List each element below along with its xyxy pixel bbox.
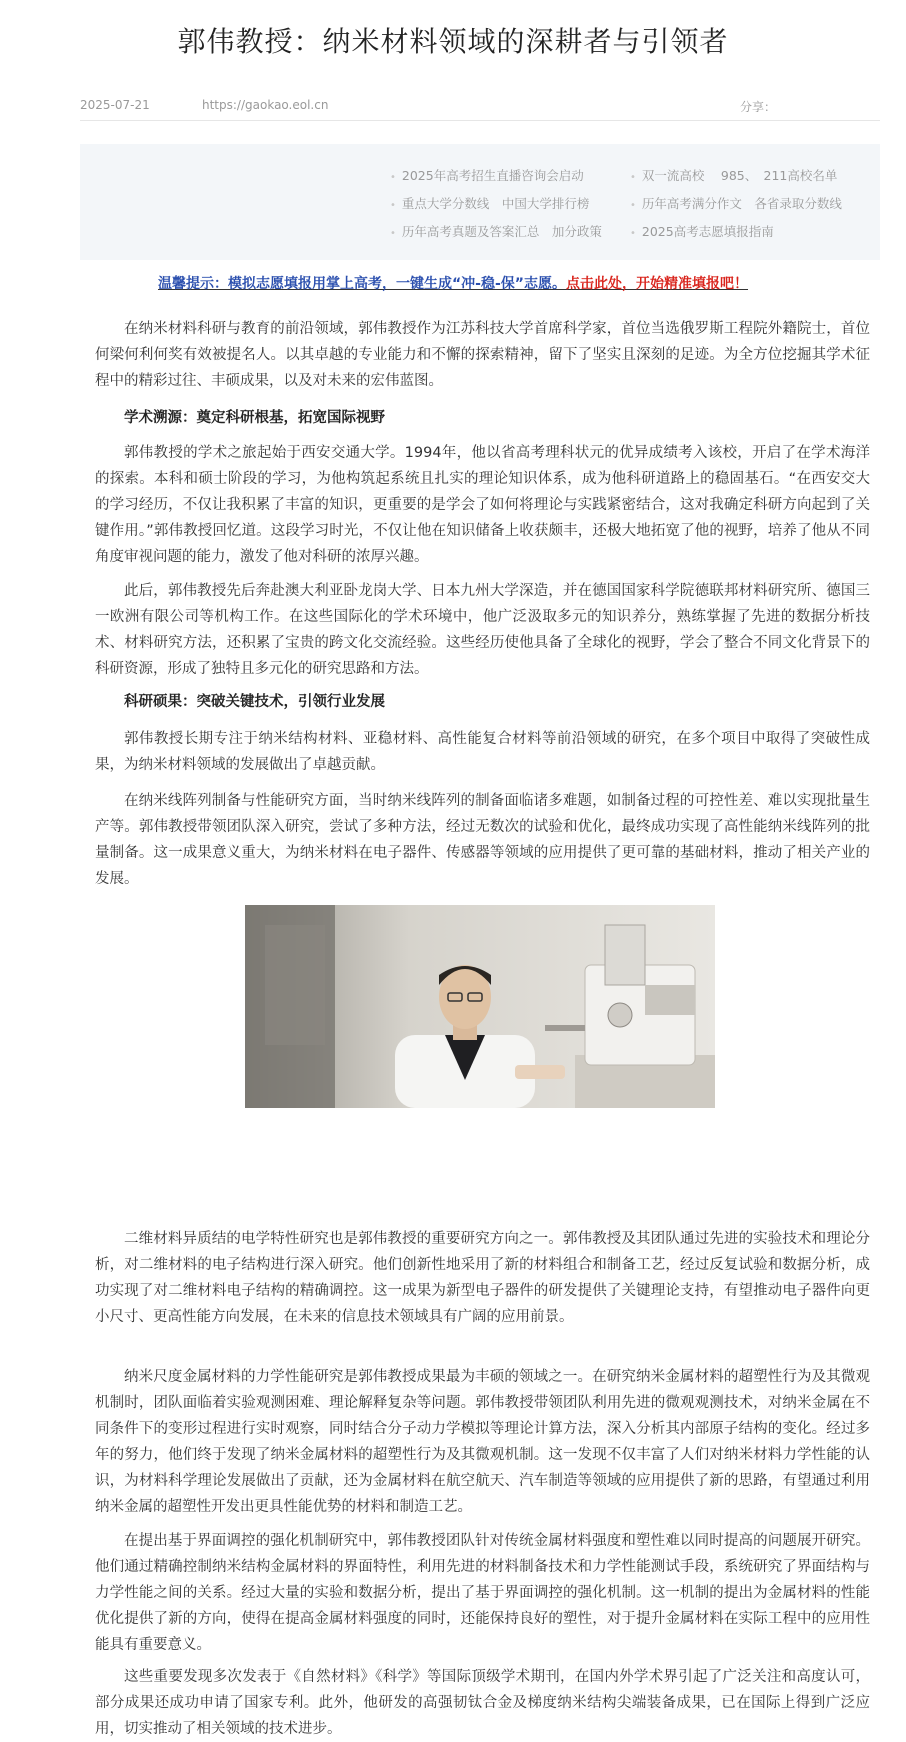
paragraph-publications: 这些重要发现多次发表于《自然材料》《科学》等国际顶级学术期刊，在国内外学术界引起了广泛关注和高度认可，部分成果还成功申请了国家专利。此外，他研发的高强韧钛合金及梯度纳米结构尖端装备成果，已在国际上得到广泛应用，切实推动了相关领域的技术进步。 <box>95 1669 870 1737</box>
publish-date: 2025-07-21 <box>80 98 150 112</box>
quick-link-application-guide[interactable]: • 2025高考志愿填报指南 <box>630 222 774 240</box>
paragraph-nano-metals: 纳米尺度金属材料的力学性能研究是郭伟教授成果最为丰硕的领域之一。在研究纳米金属材料的超塑性行为及其微观机制时，团队面临着实验观测困难、理论解释复杂等问题。郭伟教授带领团队利用先进的微观观测技术，对纳米金属在不同条件下的变形过程进行实时观察，同时结合分子动力学模拟等理论计算方法，深入分析其内部原子结构的变化。经过多年的努力，他们终于发现了纳米金属材料的超塑性行为及其微观机制。这一发现不仅丰富了人们对纳米材料力学性能的认识，为材料科学理论发展做出了贡献，还为金属材料在航空航天、汽车制造等领域的应用提供了新的思路，有望通过利用纳米金属的超塑性开发出更具性能优势的材料和制造工艺。 <box>95 1369 870 1515</box>
share-label: 分享： <box>740 100 777 114</box>
article-meta <box>80 94 880 121</box>
article-title: 郭伟教授：纳米材料领域的深耕者与引领者 <box>177 25 729 58</box>
quick-link-university-lists[interactable]: • 双一流高校 985、 211高校名单 <box>630 166 837 184</box>
quick-link-exam-answers[interactable]: • 历年高考真题及答案汇总 加分政策 <box>390 222 602 240</box>
professor-lab-photo <box>245 905 715 1108</box>
quick-link-scores-rankings[interactable]: • 重点大学分数线 中国大学排行榜 <box>390 194 589 212</box>
section-heading-academic-origins: 学术溯源：奠定科研根基，拓宽国际视野 <box>124 410 385 426</box>
paragraph-nanowire: 在纳米线阵列制备与性能研究方面，当时纳米线阵列的制备面临诸多难题，如制备过程的可控性差、难以实现批量生产等。郭伟教授带领团队深入研究，尝试了多种方法，经过无数次的试验和优化，最终成功实现了高性能纳米线阵列的批量制备。这一成果意义重大，为纳米材料在电子器件、传感器等领域的应用提供了更可靠的基础材料，推动了相关产业的发展。 <box>95 793 870 887</box>
paragraph-international: 此后，郭伟教授先后奔赴澳大利亚卧龙岗大学、日本九州大学深造，并在德国国家科学院德联邦材料研究所、德国三一欧洲有限公司等机构工作。在这些国际化的学术环境中，他广泛汲取多元的知识养分，熟练掌握了先进的数据分析技术、材料研究方法，还积累了宝贵的跨文化交流经验。这些经历使他具备了全球化的视野，学会了整合不同文化背景下的科研资源，形成了独特且多元化的研究思路和方法。 <box>95 583 870 677</box>
lab-photo-illustration <box>245 905 715 1108</box>
paragraph-2d-materials: 二维材料异质结的电学特性研究也是郭伟教授的重要研究方向之一。郭伟教授及其团队通过先进的实验技术和理论分析，对二维材料的电子结构进行深入研究。他们创新性地采用了新的材料组合和制备工艺，经过反复试验和数据分析，成功实现了对二维材料电子结构的精确调控。这一成果为新型电子器件的研发提供了关键理论支持，有望推动电子器件向更小尺寸、更高性能方向发展，在未来的信息技术领域具有广阔的应用前景。 <box>95 1231 870 1325</box>
paragraph-research-focus: 郭伟教授长期专注于纳米结构材料、亚稳材料、高性能复合材料等前沿领域的研究，在多个项目中取得了突破性成果，为纳米材料领域的发展做出了卓越贡献。 <box>95 731 870 773</box>
intro-paragraph: 在纳米材料科研与教育的前沿领域，郭伟教授作为江苏科技大学首席科学家，首位当选俄罗斯工程院外籍院士，首位何梁何利何奖有效被提名人。以其卓越的专业能力和不懈的探索精神，留下了坚实且深刻的足迹。为全方位挖掘其学术征程中的精彩过往、丰硕成果，以及对未来的宏伟蓝图。 <box>95 321 870 389</box>
quick-links-panel <box>80 144 880 260</box>
paragraph-interface-strengthening: 在提出基于界面调控的强化机制研究中，郭伟教授团队针对传统金属材料强度和塑性难以同时提高的问题展开研究。他们通过精确控制纳米结构金属材料的界面特性，利用先进的材料制备技术和力学性能测试手段，系统研究了界面结构与力学性能之间的关系。经过大量的实验和数据分析，提出了基于界面调控的强化机制。这一机制的提出为金属材料的性能优化提供了新的方向，使得在提高金属材料强度的同时，还能保持良好的塑性，对于提升金属材料在实际工程中的应用性能具有重要意义。 <box>95 1533 870 1653</box>
tip-link[interactable]: 点击此处，开始精准填报吧！ <box>566 276 749 292</box>
application-tip <box>0 273 906 293</box>
quick-link-livestream[interactable]: • 2025年高考招生直播咨询会启动 <box>390 166 584 184</box>
tip-text: 温馨提示：模拟志愿填报用掌上高考，一键生成“冲-稳-保”志愿。 <box>157 276 567 292</box>
source-link[interactable]: https://gaokao.eol.cn <box>202 98 329 112</box>
quick-link-essays-admission[interactable]: • 历年高考满分作文 各省录取分数线 <box>630 194 842 212</box>
section-heading-research-results: 科研硕果：突破关键技术，引领行业发展 <box>124 694 385 710</box>
paragraph-education: 郭伟教授的学术之旅起始于西安交通大学。1994年，他以省高考理科状元的优异成绩考入该校，开启了在学术海洋的探索。本科和硕士阶段的学习，为他构筑起系统且扎实的理论知识体系，成为他科研道路上的稳固基石。“在西安交大的学习经历，不仅让我积累了丰富的知识，更重要的是学会了如何将理论与实践紧密结合，这对我确定科研方向起到了关键作用。”郭伟教授回忆道。这段学习时光，不仅让他在知识储备上收获颇丰，还极大地拓宽了他的视野，培养了他从不同角度审视问题的能力，激发了他对科研的浓厚兴趣。 <box>95 445 870 565</box>
